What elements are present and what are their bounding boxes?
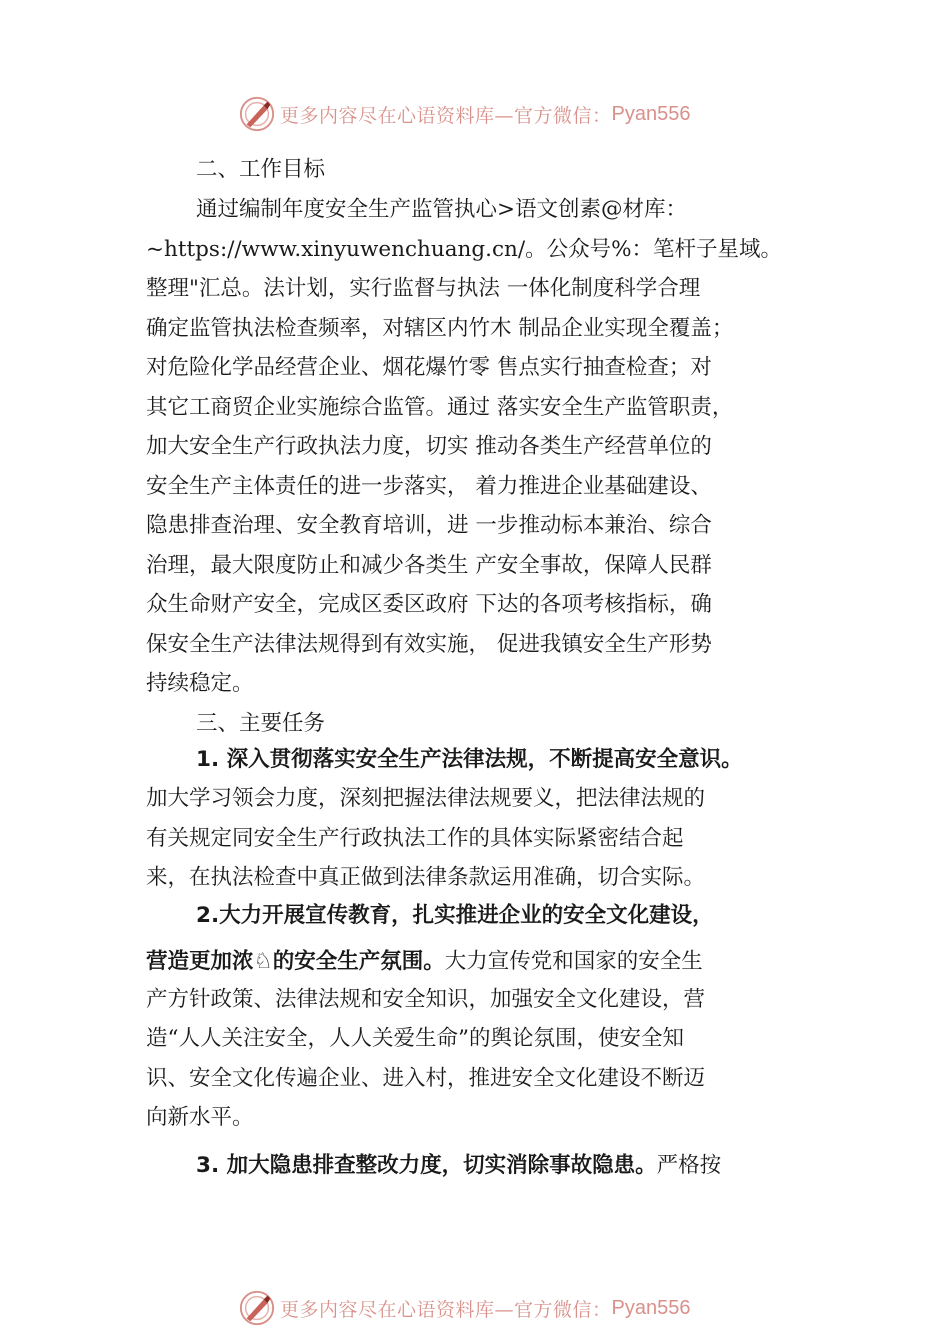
task-heading-2-end: 营造更加浓♘的安全生产氛围。 — [146, 949, 445, 974]
paragraph-text: 大力宣传党和国家的安全生 — [444, 949, 703, 974]
paragraph-line: 对危险化学品经营企业、烟花爆竹零 售点实行抽查检查；对 — [146, 355, 712, 380]
task-heading-1: 1. 深入贯彻落实安全生产法律法规，不断提高安全意识。 — [196, 747, 743, 772]
paragraph-line: 其它工商贸企业实施综合监管。通过 落实安全生产监管职责， — [146, 395, 734, 420]
section-heading: 二、工作目标 — [196, 157, 326, 182]
paragraph-line — [196, 1151, 721, 1181]
paragraph-line: 造“人人关注安全，人人关爱生命”的舆论氛围，使安全知 — [146, 1026, 684, 1051]
banner-wechat-id: Pyan556 — [611, 102, 691, 125]
section-heading: 三、主要任务 — [196, 711, 326, 736]
paragraph-line: 安全生产主体责任的进一步落实， 着力推进企业基础建设、 — [146, 474, 712, 499]
paragraph-line: 向新水平。 — [146, 1105, 254, 1130]
paragraph-line: 治理，最大限度防止和减少各类生 产安全事故，保障人民群 — [146, 553, 712, 578]
paragraph-line: 隐患排查治理、安全教育培训，进 一步推动标本兼治、综合 — [146, 513, 712, 538]
pen-logo-icon — [238, 95, 276, 133]
paragraph-line: 确定监管执法检查频率，对辖区内竹木 制品企业实现全覆盖； — [146, 316, 734, 341]
paragraph-line: 识、安全文化传遍企业、进入村，推进安全文化建设不断迈 — [146, 1066, 706, 1091]
paragraph-line: 通过编制年度安全生产监管执心>语文创素@材库： — [196, 197, 688, 222]
paragraph-line: ~https://www.xinyuwenchuang.cn/。公众号%：笔杆子星域。 — [146, 237, 783, 262]
paragraph-line: 持续稳定。 — [146, 671, 254, 696]
paragraph-text: 严格按 — [656, 1153, 722, 1178]
header-banner — [238, 94, 690, 134]
footer-banner — [238, 1288, 690, 1328]
task-heading-2: 2.大力开展宣传教育，扎实推进企业的安全文化建设， — [196, 903, 714, 928]
paragraph-line: 加大学习领会力度，深刻把握法律法规要义，把法律法规的 — [146, 786, 706, 811]
paragraph-line: 保安全生产法律法规得到有效实施， 促进我镇安全生产形势 — [146, 632, 712, 657]
paragraph-line: 整理"汇总。法计划，实行监督与执法 一体化制度科学合理 — [146, 276, 701, 301]
paragraph-line — [146, 947, 703, 977]
paragraph-line: 来，在执法检查中真正做到法律条款运用准确，切合实际。 — [146, 865, 706, 890]
paragraph-line: 产方针政策、法律法规和安全知识，加强安全文化建设，营 — [146, 987, 706, 1012]
paragraph-line: 众生命财产安全，完成区委区政府 下达的各项考核指标，确 — [146, 592, 712, 617]
pen-logo-icon — [238, 1289, 276, 1327]
task-heading-3: 3. 加大隐患排查整改力度，切实消除事故隐患。 — [196, 1153, 657, 1178]
banner-text: 更多内容尽在心语资料库—官方微信： — [280, 1298, 612, 1321]
paragraph-line: 有关规定同安全生产行政执法工作的具体实际紧密结合起 — [146, 826, 684, 851]
banner-text: 更多内容尽在心语资料库—官方微信： — [280, 104, 612, 127]
banner-wechat-id: Pyan556 — [611, 1296, 691, 1319]
paragraph-line: 加大安全生产行政执法力度，切实 推动各类生产经营单位的 — [146, 434, 712, 459]
